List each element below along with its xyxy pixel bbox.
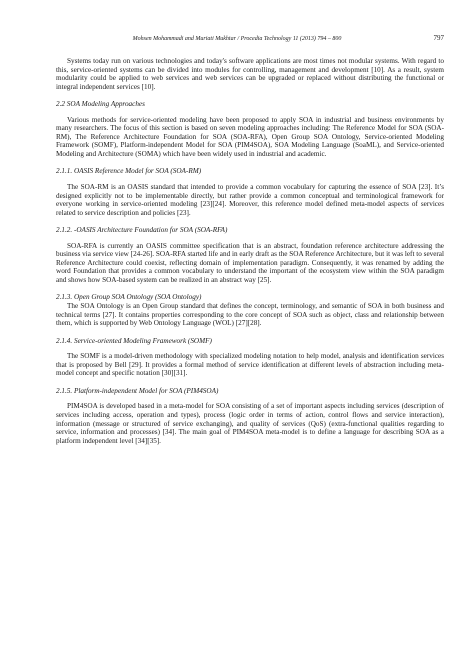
section-heading-2-1-2: 2.1.2. -OASIS Architecture Foundation for SOA (SOA-RFA) <box>56 226 228 235</box>
section-paragraph-2-1-2: SOA-RFA is currently an OASIS committee specification that is an abstract, foundation reference architecture addressing the business via service view [24-26]. SOA-RFA started life and in early draft as the SOA Reference Architecture, but it was left to several Reference Architecture could coexist, reflecting domain of implementation paradigm. Consequently, it was renamed by adding the word Foundation that provides a common vocabulary to understand the important of the ecosystem view within the SOA paradigm and shows how SOA-based system can be realized in an abstract way [25]. <box>56 241 444 284</box>
intro-paragraph: Systems today run on various technologies and today's software applications are most times not modular systems. With regard to this, service-oriented systems can be divided into modules for controlling, management and development [10]. As a result, system modularity could be applied to web services and web services can be upgraded or replaced without distributing the functional or integral independent services [10]. <box>56 57 444 91</box>
section-heading-2-1-4: 2.1.4. Service-oriented Modeling Framework (SOMF) <box>56 336 212 345</box>
section-paragraph-2-1-4: The SOMF is a model-driven methodology with specialized modeling notation to help model, analysis and identification services that is proposed by Bell [29]. It provides a formal method of service identification at different levels of abstraction including meta-model concept and specific notation [30][31]. <box>56 352 444 378</box>
section-paragraph-2-2: Various methods for service-oriented modeling have been proposed to apply SOA in industrial and business environments by many researchers. The focus of this section is based on seven modeling approaches including: The Reference Model for SOA (SOA-RM), The Reference Architecture Foundation for SOA (SOA-RFA), Open Group SOA Ontology, Service-oriented Modeling Framework (SOMF), Platform-independent Model for SOA (PIM4SOA), SOA Modeling Language (SoaML), and Service-oriented Modeling and Architecture (SOMA) which have been widely used in industrial and academic. <box>56 115 444 158</box>
section-paragraph-2-1-3: The SOA Ontology is an Open Group standard that defines the concept, terminology, and semantic of SOA in both business and technical terms [27]. It contains properties corresponding to the core concept of SOA such as object, class and relationship between them, which is supported by Web Ontology Language (WOL) [27][28]. <box>56 302 444 328</box>
section-paragraph-2-1-1: The SOA-RM is an OASIS standard that intended to provide a common vocabulary for capturing the essence of SOA [23]. It’s designed explicitly not to be implementable directly, but rather provide a common conceptual and terminological framework for everyone working in service-oriented modeling [23][24]. Moreover, this reference model defined meta-model aspects of services related to service description and policies [23]. <box>56 183 444 217</box>
running-head: Mohsen Mohammadi and Muriati Mukhtar / Procedia Technology 11 (2013) 794 – 800 <box>132 36 342 42</box>
section-heading-2-1-1: 2.1.1. OASIS Reference Model for SOA (SOA-RM) <box>56 167 202 176</box>
section-heading-2-2: 2.2 SOA Modeling Approaches <box>56 100 145 109</box>
page-number: 797 <box>433 34 444 42</box>
section-heading-2-1-3: 2.1.3. Open Group SOA Ontology (SOA Ontology) <box>56 293 202 302</box>
section-paragraph-2-1-5: PIM4SOA is developed based in a meta-model for SOA consisting of a set of important aspects including services (description of services including access, operation and types), process (logic order in terms of action, control flows and service interaction), information (message or structured of service exchanging), and quality of services (QoS) (extra-functional qualities regarding to service, information and processes) [34]. The main goal of PIM4SOA meta-model is to define a language for describing SOA as a platform independent level [34][35]. <box>56 402 444 445</box>
section-heading-2-1-5: 2.1.5. Platform-independent Model for SOA (PIM4SOA) <box>56 386 219 395</box>
body-text <box>56 57 444 445</box>
